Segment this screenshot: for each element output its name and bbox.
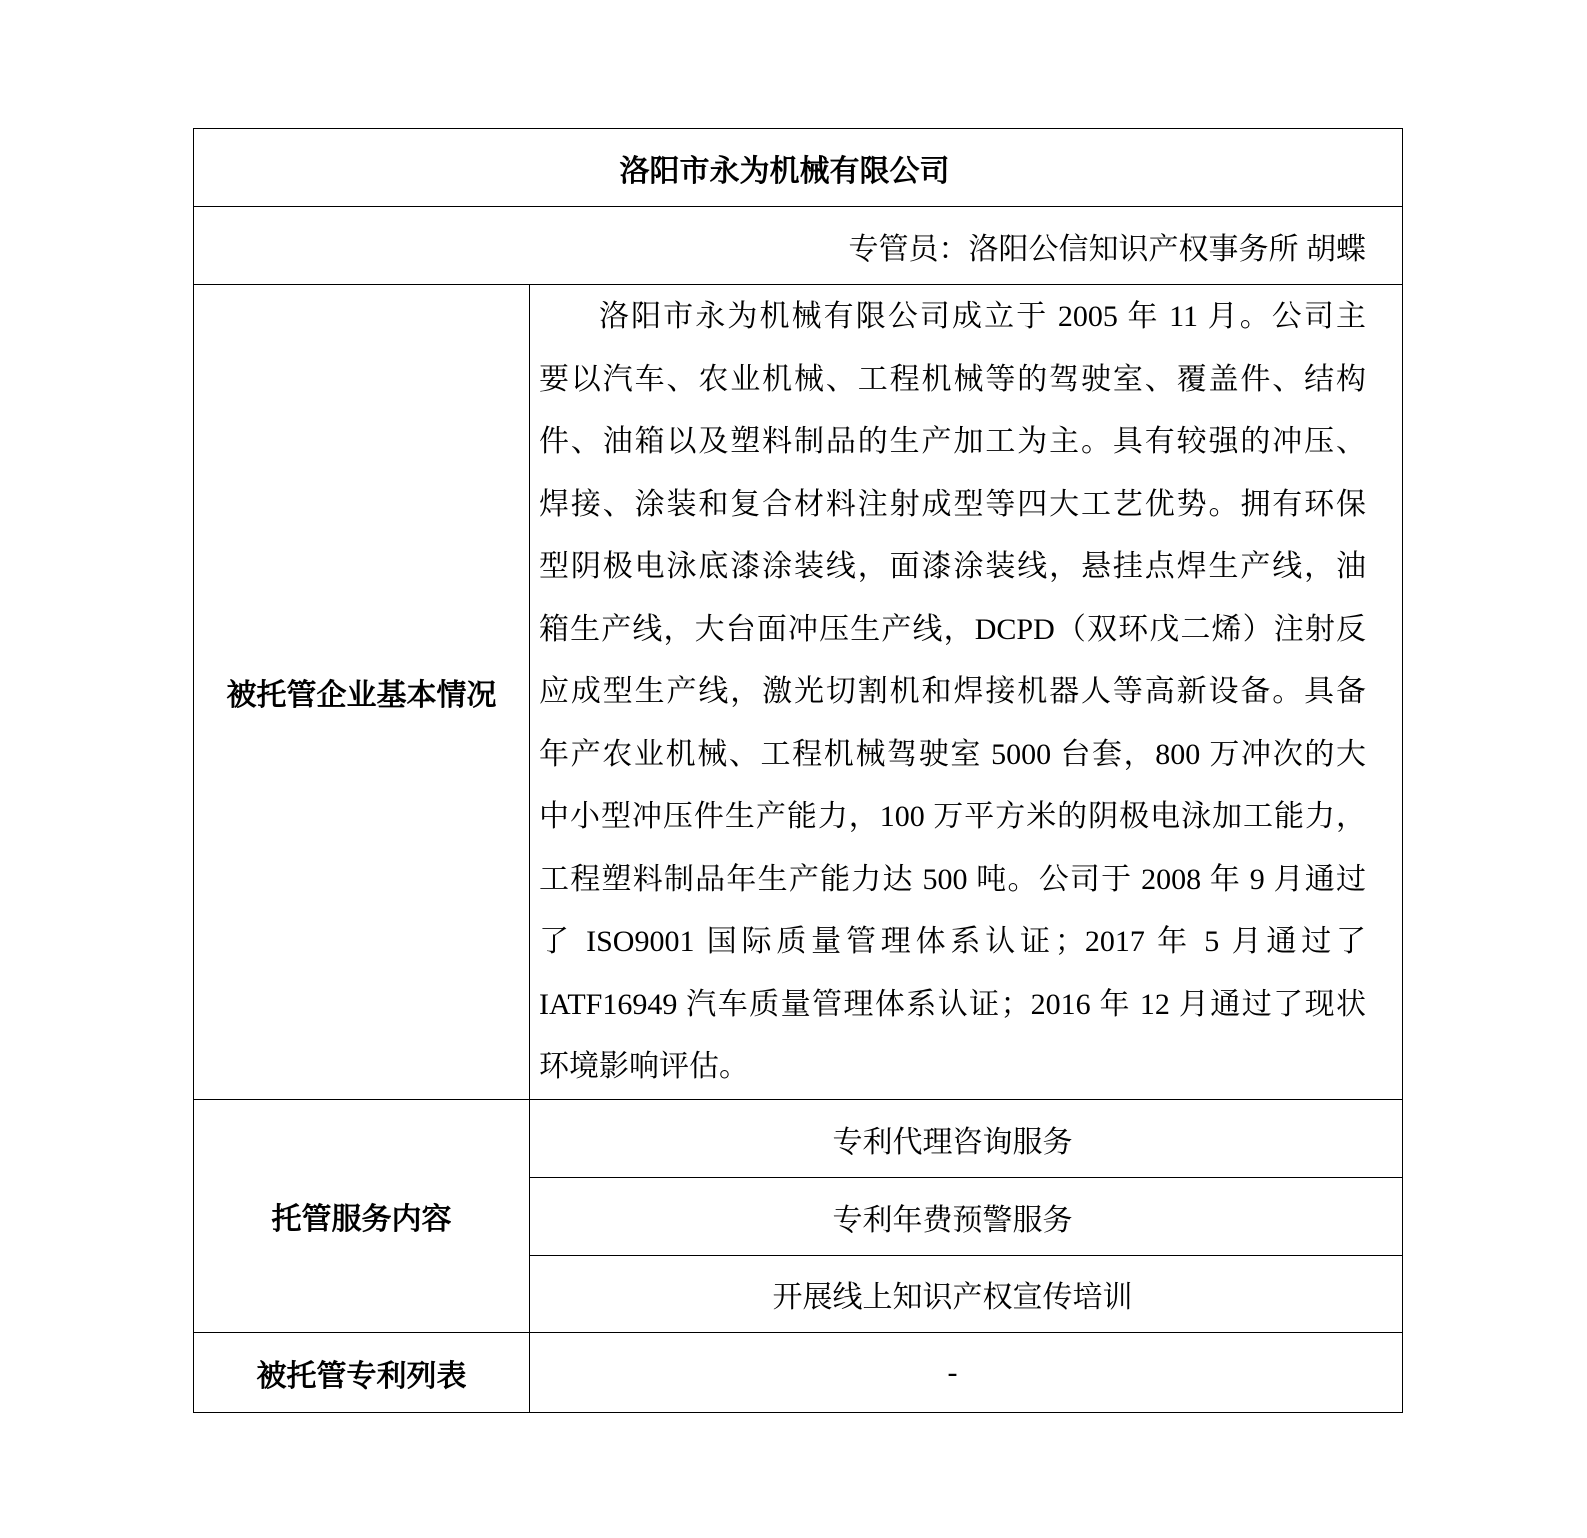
paragraph-line: 环境影响评估。: [539, 1050, 749, 1083]
patents-value: -: [529, 1332, 1402, 1412]
paragraph-line: 焊接、涂装和复合材料注射成型等四大工艺优势。拥有环保: [539, 487, 1366, 521]
paragraph-line: 工程塑料制品年生产能力达 500 吨。公司于 2008 年 9 月通过: [539, 862, 1366, 896]
service-item: 开展线上知识产权宣传培训: [529, 1255, 1402, 1332]
paragraph-line: 中小型冲压件生产能力，100 万平方米的阴极电泳加工能力，: [539, 800, 1366, 833]
paragraph-line: 年产农业机械、工程机械驾驶室 5000 台套，800 万冲次的大: [539, 737, 1366, 771]
paragraph-line: IATF16949 汽车质量管理体系认证；2016 年 12 月通过了现状: [539, 987, 1366, 1021]
basic-info-paragraph: [529, 284, 1402, 1099]
basic-info-label: 被托管企业基本情况: [194, 284, 529, 1099]
paragraph-line: 要以汽车、农业机械、工程机械等的驾驶室、覆盖件、结构: [539, 362, 1366, 396]
paragraph-line: 应成型生产线，激光切割机和焊接机器人等高新设备。具备: [539, 675, 1366, 708]
info-table: [193, 128, 1403, 1413]
service-item: 专利年费预警服务: [529, 1177, 1402, 1255]
paragraph-line: 件、油箱以及塑料制品的生产加工为主。具有较强的冲压、: [539, 425, 1366, 458]
service-item: 专利代理咨询服务: [529, 1099, 1402, 1177]
paragraph-line: 洛阳市永为机械有限公司成立于 2005 年 11 月。公司主: [599, 300, 1366, 333]
paragraph-line: 箱生产线，大台面冲压生产线，DCPD（双环戊二烯）注射反: [539, 612, 1366, 646]
manager-line: 专管员：洛阳公信知识产权事务所 胡蝶: [194, 206, 1402, 284]
page-title: 洛阳市永为机械有限公司: [619, 154, 950, 188]
patents-label: 被托管专利列表: [194, 1332, 529, 1412]
paragraph-line: 型阴极电泳底漆涂装线，面漆涂装线，悬挂点焊生产线，油: [539, 550, 1366, 583]
services-label: 托管服务内容: [194, 1099, 529, 1332]
paragraph-line: 了 ISO9001 国际质量管理体系认证；2017 年 5 月通过了: [539, 925, 1366, 958]
